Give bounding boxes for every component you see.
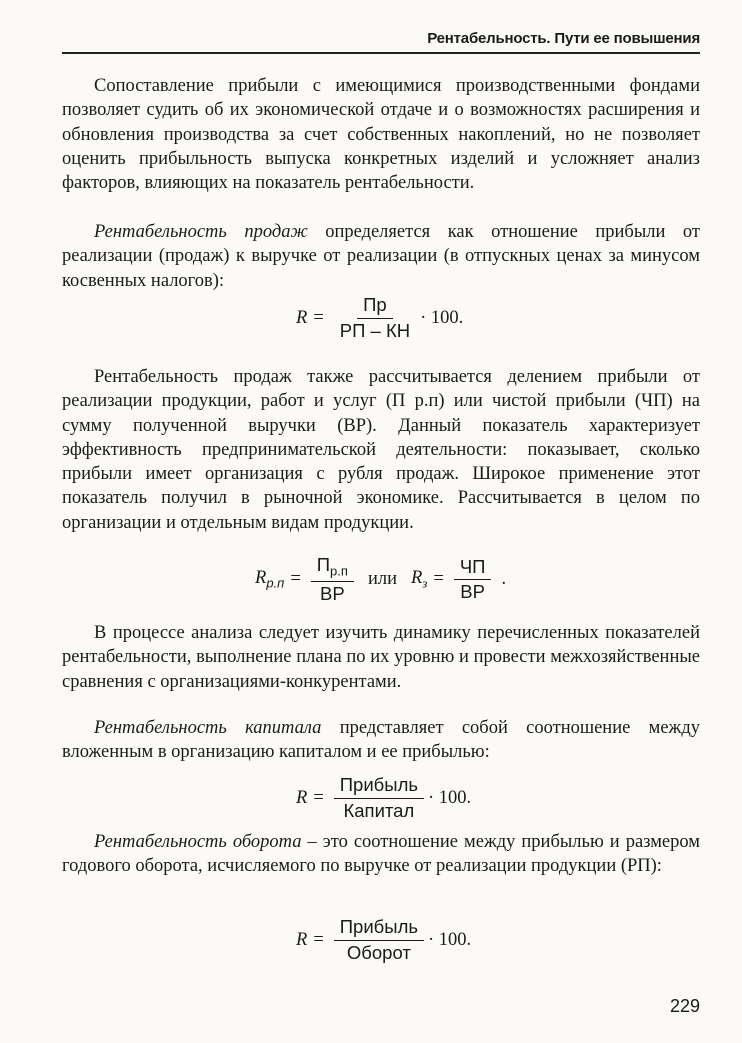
formula2-eq2: = xyxy=(433,569,444,590)
formula2-lhs1: $R_{р.п}$ xyxy=(255,568,285,591)
paragraph-sales-profitability xyxy=(62,220,700,293)
formula1-multiplier: · 100. xyxy=(420,307,464,328)
formula2-or: или xyxy=(367,569,397,590)
formula-sales-profitability xyxy=(296,296,463,340)
formula3-lhs: R xyxy=(296,787,308,808)
term-turnover-profitability: Рентабельность оборота xyxy=(94,832,302,852)
formula2-fraction1 xyxy=(311,556,354,603)
paragraph-capital-profitability-text: представляет собой соотношение между вложенным в организацию капиталом и ее прибылью: xyxy=(62,718,700,763)
formula2-lhs2: $R_з$ xyxy=(410,567,428,591)
paragraph-fund-comparison: Сопоставление прибыли с имеющимися производственными фондами позволяет судить об их экономической отдаче и о возможностях расширения и обновления производства за счет собственных накоплений, но не позволяет оценить прибыльность выпуска конкретных изделий и усложняет анализ факторов, влияющих на показатель рентабельности. xyxy=(62,76,700,194)
term-sales-profitability: Рентабельность продаж xyxy=(94,222,308,242)
formula4-multiplier: · 100. xyxy=(428,929,472,950)
formula4-denominator: Оборот xyxy=(346,941,411,963)
formula4-eq: = xyxy=(313,929,324,950)
paragraph-dynamics-analysis: В процессе анализа следует изучить динамику перечисленных показателей рентабельности, выполнение плана по их уровню и провести межхозяйственные сравнения с организациями-конкурентами. xyxy=(62,623,700,692)
formula4-fraction xyxy=(334,918,424,962)
formula3-multiplier: · 100. xyxy=(428,787,472,808)
formula1-fraction xyxy=(334,296,416,340)
formula1-eq: = xyxy=(313,307,324,328)
formula2-eq1: = xyxy=(290,569,301,590)
formula2-denominator2: ВР xyxy=(460,581,485,603)
paragraph-turnover-profitability xyxy=(62,830,700,879)
header-title: Рентабельность. Пути ее повышения xyxy=(427,30,700,47)
formula4-numerator: Прибыль xyxy=(334,918,424,941)
formula1-denominator: РП – КН xyxy=(339,319,411,341)
formula2-fraction2 xyxy=(454,555,492,603)
paragraph-turnover-profitability-text: – это соотношение между прибылью и размером годового оборота, исчисляемого по выручке от реализации продукции (РП): xyxy=(62,832,701,877)
formula2-end: . xyxy=(501,569,507,590)
paragraph-sales-calculation: Рентабельность продаж также рассчитывается делением прибыли от реализации продукции, работ и услуг (П р.п) или чистой прибыли (ЧП) на сумму полученной выручки (ВР). Данный показатель характеризует эффективность предпринимательской деятельности: показывает, сколько прибыли имеет организация с рубля продаж. Широкое применение этот показатель получил в рыночной экономике. Рассчитывается в целом по организации и отдельным видам продукции. xyxy=(62,367,700,533)
formula1-lhs: R xyxy=(296,307,308,328)
formula2-denominator1: ВР xyxy=(320,582,345,604)
formula3-denominator: Капитал xyxy=(343,799,415,821)
paragraph-sales-profitability-text: определяется как отношение прибыли от реализации (продаж) к выручке от реализации (в отпускных ценах за минусом косвенных налогов): xyxy=(62,222,700,291)
formula3-eq: = xyxy=(313,787,324,808)
formula-sales-variants xyxy=(255,556,506,603)
term-capital-profitability: Рентабельность капитала xyxy=(94,718,322,738)
formula3-fraction xyxy=(334,776,424,820)
formula4-lhs: R xyxy=(296,929,308,950)
running-header xyxy=(62,18,700,54)
formula2-numerator1: $П_{р.п}$ xyxy=(311,556,354,582)
paragraph-capital-profitability xyxy=(62,716,700,765)
formula2-numerator2: ЧП xyxy=(454,558,492,581)
formula3-numerator: Прибыль xyxy=(334,776,424,799)
page-number: 229 xyxy=(669,996,700,1016)
formula-turnover-profitability xyxy=(296,918,471,962)
formula1-numerator: Пр xyxy=(357,296,393,319)
formula-capital-profitability xyxy=(296,776,471,820)
